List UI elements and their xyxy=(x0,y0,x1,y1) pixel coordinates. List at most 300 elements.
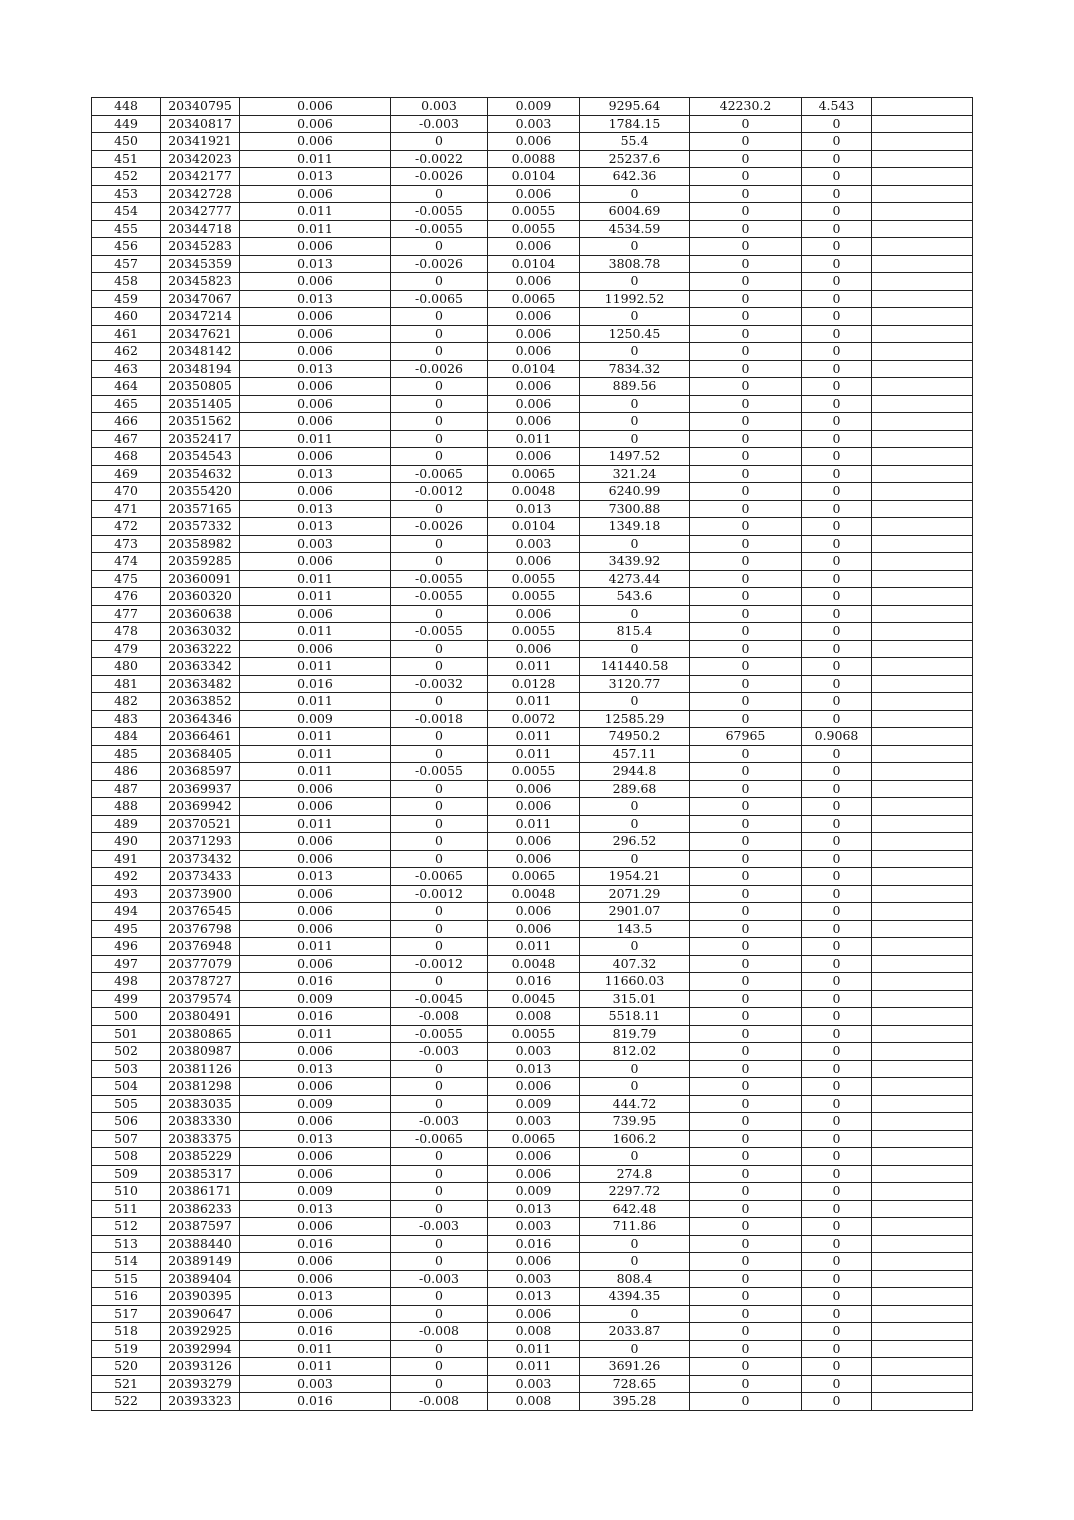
table-cell: 0 xyxy=(391,605,488,623)
table-cell: -0.003 xyxy=(391,115,488,133)
table-cell: -0.0012 xyxy=(391,483,488,501)
table-cell xyxy=(872,168,973,186)
table-cell: 0.0065 xyxy=(488,1130,580,1148)
table-cell: -0.0065 xyxy=(391,465,488,483)
table-cell xyxy=(872,623,973,641)
table-cell: 0 xyxy=(802,185,872,203)
table-cell: 0.009 xyxy=(240,710,391,728)
table-cell: -0.0026 xyxy=(391,360,488,378)
table-cell: 0 xyxy=(391,693,488,711)
table-cell: 0.006 xyxy=(240,553,391,571)
table-row xyxy=(92,1393,973,1411)
table-cell xyxy=(872,1095,973,1113)
table-cell: 20342177 xyxy=(161,168,240,186)
table-cell: 0 xyxy=(690,238,802,256)
table-cell: 0 xyxy=(802,745,872,763)
table-cell: 0.009 xyxy=(488,1183,580,1201)
table-cell: 20348142 xyxy=(161,343,240,361)
table-cell: 0.011 xyxy=(240,693,391,711)
table-cell: 514 xyxy=(92,1253,161,1271)
table-cell: 0.013 xyxy=(240,1200,391,1218)
table-cell: 0 xyxy=(690,745,802,763)
table-cell: 0 xyxy=(690,115,802,133)
table-cell: 483 xyxy=(92,710,161,728)
table-cell: 0.013 xyxy=(240,868,391,886)
table-cell: 0 xyxy=(690,833,802,851)
table-cell xyxy=(872,150,973,168)
table-row xyxy=(92,255,973,273)
table-cell xyxy=(872,98,973,116)
table-cell: 0 xyxy=(391,1078,488,1096)
table-cell: 20393279 xyxy=(161,1375,240,1393)
table-cell: 482 xyxy=(92,693,161,711)
table-cell: 0.011 xyxy=(488,658,580,676)
table-cell: 20359285 xyxy=(161,553,240,571)
table-cell: 0 xyxy=(802,378,872,396)
table-cell: 513 xyxy=(92,1235,161,1253)
table-cell: 0.0055 xyxy=(488,220,580,238)
table-cell: 0 xyxy=(580,850,690,868)
table-cell: 0.006 xyxy=(488,553,580,571)
table-cell: 0 xyxy=(690,1025,802,1043)
table-cell: 480 xyxy=(92,658,161,676)
table-row xyxy=(92,1218,973,1236)
table-cell: 0.011 xyxy=(240,745,391,763)
table-cell: 444.72 xyxy=(580,1095,690,1113)
table-cell: 55.4 xyxy=(580,133,690,151)
table-cell: 0 xyxy=(802,553,872,571)
table-row xyxy=(92,868,973,886)
table-cell: 0 xyxy=(802,1008,872,1026)
table-cell xyxy=(872,185,973,203)
table-cell xyxy=(872,395,973,413)
table-row xyxy=(92,343,973,361)
table-cell: 0 xyxy=(580,430,690,448)
table-cell: -0.003 xyxy=(391,1218,488,1236)
table-cell: 0 xyxy=(802,203,872,221)
table-cell xyxy=(872,1393,973,1411)
table-cell: 0 xyxy=(802,780,872,798)
table-cell: 0.013 xyxy=(488,1200,580,1218)
table-cell: 0.011 xyxy=(240,588,391,606)
table-cell: 20392994 xyxy=(161,1340,240,1358)
table-cell: 465 xyxy=(92,395,161,413)
table-cell: 0.006 xyxy=(240,955,391,973)
table-cell: 0.006 xyxy=(240,1148,391,1166)
table-cell: 0 xyxy=(391,1375,488,1393)
table-cell: 20348194 xyxy=(161,360,240,378)
table-cell: 0 xyxy=(391,343,488,361)
table-cell xyxy=(872,605,973,623)
table-cell: 20378727 xyxy=(161,973,240,991)
table-cell: 0.011 xyxy=(488,1340,580,1358)
table-cell: 0 xyxy=(391,553,488,571)
table-cell: 20363032 xyxy=(161,623,240,641)
table-row xyxy=(92,273,973,291)
table-body xyxy=(92,98,973,1411)
table-cell: 459 xyxy=(92,290,161,308)
table-row xyxy=(92,1165,973,1183)
table-row xyxy=(92,990,973,1008)
table-cell: 0 xyxy=(802,815,872,833)
table-cell: 0 xyxy=(690,710,802,728)
table-cell xyxy=(872,483,973,501)
table-row xyxy=(92,1183,973,1201)
table-row xyxy=(92,308,973,326)
table-cell: 508 xyxy=(92,1148,161,1166)
table-cell: 0 xyxy=(802,413,872,431)
table-cell: 0 xyxy=(802,903,872,921)
table-cell: 20344718 xyxy=(161,220,240,238)
table-cell: 0.009 xyxy=(240,1095,391,1113)
table-row xyxy=(92,1358,973,1376)
table-cell: 9295.64 xyxy=(580,98,690,116)
table-cell: 0 xyxy=(690,1305,802,1323)
table-cell: 0 xyxy=(802,1375,872,1393)
table-cell: -0.0032 xyxy=(391,675,488,693)
table-cell: 0.008 xyxy=(488,1008,580,1026)
table-cell: 0 xyxy=(391,658,488,676)
table-cell: 0.006 xyxy=(488,395,580,413)
table-cell xyxy=(872,1130,973,1148)
table-cell xyxy=(872,588,973,606)
table-row xyxy=(92,780,973,798)
table-cell: 0 xyxy=(802,500,872,518)
table-cell: 0 xyxy=(580,395,690,413)
table-cell: 0.006 xyxy=(240,885,391,903)
table-cell: 0 xyxy=(802,1323,872,1341)
table-cell: 0 xyxy=(391,815,488,833)
table-cell: 0.006 xyxy=(240,238,391,256)
table-cell: 0.006 xyxy=(240,325,391,343)
table-cell: 495 xyxy=(92,920,161,938)
table-cell xyxy=(872,238,973,256)
table-row xyxy=(92,693,973,711)
table-cell xyxy=(872,360,973,378)
table-cell: 0 xyxy=(690,1218,802,1236)
table-cell: 0 xyxy=(802,1358,872,1376)
table-row xyxy=(92,1043,973,1061)
table-cell: 0.016 xyxy=(488,973,580,991)
table-cell: 0 xyxy=(802,1253,872,1271)
table-cell: 0 xyxy=(802,850,872,868)
table-cell: 0.0055 xyxy=(488,1025,580,1043)
table-cell: 20341921 xyxy=(161,133,240,151)
table-cell: 0 xyxy=(690,605,802,623)
table-cell: 0 xyxy=(690,535,802,553)
table-cell: 0 xyxy=(802,483,872,501)
table-row xyxy=(92,1113,973,1131)
table-cell: 0 xyxy=(802,1183,872,1201)
table-cell: 20342023 xyxy=(161,150,240,168)
table-row xyxy=(92,955,973,973)
table-row xyxy=(92,640,973,658)
table-cell: 0 xyxy=(802,588,872,606)
table-cell: -0.0055 xyxy=(391,1025,488,1043)
table-cell: 0 xyxy=(391,1200,488,1218)
table-cell: 1250.45 xyxy=(580,325,690,343)
table-cell: 0 xyxy=(690,1393,802,1411)
table-cell: 0.006 xyxy=(240,483,391,501)
table-cell xyxy=(872,745,973,763)
table-cell xyxy=(872,203,973,221)
table-cell: 20363482 xyxy=(161,675,240,693)
table-cell: 0.011 xyxy=(240,623,391,641)
table-cell: 20376798 xyxy=(161,920,240,938)
table-row xyxy=(92,238,973,256)
table-row xyxy=(92,798,973,816)
table-cell: 0.0065 xyxy=(488,465,580,483)
table-cell: 0.006 xyxy=(488,903,580,921)
table-cell: 451 xyxy=(92,150,161,168)
table-cell: 0 xyxy=(802,798,872,816)
table-cell: 0 xyxy=(690,623,802,641)
table-cell: 0.009 xyxy=(240,1183,391,1201)
table-cell: -0.0012 xyxy=(391,885,488,903)
table-cell: 0 xyxy=(802,238,872,256)
table-cell: 0.013 xyxy=(488,1288,580,1306)
table-cell: 478 xyxy=(92,623,161,641)
table-cell: 0.006 xyxy=(240,605,391,623)
table-cell: 0 xyxy=(580,413,690,431)
table-cell: 20385317 xyxy=(161,1165,240,1183)
table-row xyxy=(92,1340,973,1358)
table-cell: 0.011 xyxy=(240,938,391,956)
table-cell: 0.011 xyxy=(240,728,391,746)
table-cell: 0 xyxy=(391,325,488,343)
table-cell: 0.006 xyxy=(240,1253,391,1271)
table-cell: 494 xyxy=(92,903,161,921)
table-cell: 20380987 xyxy=(161,1043,240,1061)
table-cell: 0 xyxy=(580,273,690,291)
table-cell: 20389149 xyxy=(161,1253,240,1271)
table-cell: 543.6 xyxy=(580,588,690,606)
table-cell: 0 xyxy=(580,798,690,816)
table-cell: 0.009 xyxy=(488,1095,580,1113)
table-cell: 0.008 xyxy=(488,1323,580,1341)
table-row xyxy=(92,185,973,203)
table-cell: 0.006 xyxy=(488,325,580,343)
table-row xyxy=(92,938,973,956)
table-cell: 0.011 xyxy=(488,745,580,763)
table-cell: 0.011 xyxy=(488,728,580,746)
table-row xyxy=(92,920,973,938)
table-cell: 458 xyxy=(92,273,161,291)
table-cell: 0.003 xyxy=(488,115,580,133)
table-cell: 0.006 xyxy=(488,1305,580,1323)
table-cell: 20386171 xyxy=(161,1183,240,1201)
table-cell: 20340795 xyxy=(161,98,240,116)
table-cell: 0 xyxy=(802,1218,872,1236)
table-cell: 20389404 xyxy=(161,1270,240,1288)
table-cell: 0 xyxy=(802,325,872,343)
table-cell: 6240.99 xyxy=(580,483,690,501)
table-cell xyxy=(872,780,973,798)
table-cell xyxy=(872,325,973,343)
table-cell: 0 xyxy=(690,1200,802,1218)
table-cell: 490 xyxy=(92,833,161,851)
table-row xyxy=(92,133,973,151)
table-cell: 0 xyxy=(391,273,488,291)
table-cell: 463 xyxy=(92,360,161,378)
table-cell: 296.52 xyxy=(580,833,690,851)
table-cell: 0 xyxy=(690,483,802,501)
table-cell: 0.006 xyxy=(240,413,391,431)
table-cell: 0.011 xyxy=(240,220,391,238)
table-cell: 0.006 xyxy=(240,798,391,816)
table-cell: 20386233 xyxy=(161,1200,240,1218)
table-cell: 0 xyxy=(690,693,802,711)
table-cell: 0.013 xyxy=(240,500,391,518)
table-cell: 0 xyxy=(580,938,690,956)
table-cell: 519 xyxy=(92,1340,161,1358)
table-cell: 0 xyxy=(802,990,872,1008)
table-cell: 20373900 xyxy=(161,885,240,903)
table-row xyxy=(92,430,973,448)
table-cell: 0 xyxy=(391,1165,488,1183)
table-cell: 491 xyxy=(92,850,161,868)
table-cell: 0 xyxy=(802,448,872,466)
table-cell: 20352417 xyxy=(161,430,240,448)
table-cell: -0.0055 xyxy=(391,220,488,238)
table-cell: 20357332 xyxy=(161,518,240,536)
table-cell: -0.0026 xyxy=(391,168,488,186)
table-cell xyxy=(872,798,973,816)
table-cell xyxy=(872,1078,973,1096)
table-cell: 20368405 xyxy=(161,745,240,763)
table-cell: 0 xyxy=(802,920,872,938)
table-cell: 473 xyxy=(92,535,161,553)
table-cell: 0 xyxy=(690,1043,802,1061)
table-cell: 504 xyxy=(92,1078,161,1096)
table-cell: 0.006 xyxy=(240,920,391,938)
table-cell: 0 xyxy=(802,395,872,413)
table-cell: 0 xyxy=(802,868,872,886)
table-cell: 0 xyxy=(802,1235,872,1253)
table-cell: 477 xyxy=(92,605,161,623)
table-cell: 0 xyxy=(802,710,872,728)
table-cell: 20381298 xyxy=(161,1078,240,1096)
table-cell: 0 xyxy=(802,763,872,781)
table-cell: 20363222 xyxy=(161,640,240,658)
table-cell xyxy=(872,115,973,133)
table-row xyxy=(92,290,973,308)
table-cell: 0.011 xyxy=(240,658,391,676)
table-cell: 0 xyxy=(690,973,802,991)
table-cell: 0.013 xyxy=(240,360,391,378)
table-cell xyxy=(872,1218,973,1236)
table-cell: 20363342 xyxy=(161,658,240,676)
table-cell: 0 xyxy=(802,658,872,676)
table-cell: 493 xyxy=(92,885,161,903)
table-cell: 0 xyxy=(802,1078,872,1096)
table-cell: 0 xyxy=(802,1340,872,1358)
table-cell: 0 xyxy=(802,150,872,168)
table-cell: 0.006 xyxy=(488,780,580,798)
table-cell: 0 xyxy=(802,518,872,536)
table-cell: 4394.35 xyxy=(580,1288,690,1306)
table-cell: 20373432 xyxy=(161,850,240,868)
table-cell: 0 xyxy=(690,868,802,886)
table-cell: 0 xyxy=(580,1235,690,1253)
table-cell: 0.006 xyxy=(240,308,391,326)
table-cell: 20360320 xyxy=(161,588,240,606)
table-cell: 0.003 xyxy=(391,98,488,116)
table-cell: 0 xyxy=(690,955,802,973)
table-cell: 0 xyxy=(802,675,872,693)
table-cell: 20385229 xyxy=(161,1148,240,1166)
table-cell: 522 xyxy=(92,1393,161,1411)
table-cell xyxy=(872,1340,973,1358)
table-cell: 0 xyxy=(802,1095,872,1113)
table-cell xyxy=(872,675,973,693)
table-cell: 467 xyxy=(92,430,161,448)
table-cell xyxy=(872,430,973,448)
table-cell: 20381126 xyxy=(161,1060,240,1078)
table-cell: 0.003 xyxy=(240,1375,391,1393)
table-cell: 2033.87 xyxy=(580,1323,690,1341)
table-cell: 6004.69 xyxy=(580,203,690,221)
table-cell xyxy=(872,518,973,536)
table-row xyxy=(92,1305,973,1323)
table-cell: 0 xyxy=(391,1358,488,1376)
table-row xyxy=(92,570,973,588)
table-cell: 0.006 xyxy=(488,920,580,938)
table-cell: 0 xyxy=(391,850,488,868)
table-cell: 4273.44 xyxy=(580,570,690,588)
table-cell: -0.0045 xyxy=(391,990,488,1008)
table-cell: 0 xyxy=(802,343,872,361)
table-cell: 0.011 xyxy=(240,1025,391,1043)
table-cell: 67965 xyxy=(690,728,802,746)
table-cell: 487 xyxy=(92,780,161,798)
table-cell: 512 xyxy=(92,1218,161,1236)
table-cell xyxy=(872,255,973,273)
table-cell: 3691.26 xyxy=(580,1358,690,1376)
table-cell: 0.009 xyxy=(240,990,391,1008)
table-cell xyxy=(872,1253,973,1271)
table-cell: 0 xyxy=(802,1043,872,1061)
table-cell: -0.0055 xyxy=(391,570,488,588)
table-cell: 496 xyxy=(92,938,161,956)
table-cell: 12585.29 xyxy=(580,710,690,728)
table-row xyxy=(92,658,973,676)
table-row xyxy=(92,325,973,343)
table-cell: 0 xyxy=(391,1235,488,1253)
table-cell: 0 xyxy=(802,1270,872,1288)
table-row xyxy=(92,605,973,623)
table-cell xyxy=(872,1043,973,1061)
table-cell: 505 xyxy=(92,1095,161,1113)
table-cell: 489 xyxy=(92,815,161,833)
table-cell: 0.011 xyxy=(240,815,391,833)
table-cell: 474 xyxy=(92,553,161,571)
table-cell xyxy=(872,1375,973,1393)
table-cell: 0.006 xyxy=(488,238,580,256)
table-cell: 0.013 xyxy=(240,255,391,273)
table-cell: 0 xyxy=(690,343,802,361)
table-cell: 0 xyxy=(690,1148,802,1166)
table-cell: 0 xyxy=(802,833,872,851)
table-cell: 0 xyxy=(690,273,802,291)
table-cell: 20340817 xyxy=(161,115,240,133)
table-cell: 0.006 xyxy=(240,395,391,413)
table-cell: 0.0048 xyxy=(488,955,580,973)
table-cell: 711.86 xyxy=(580,1218,690,1236)
table-cell: 0.006 xyxy=(488,1148,580,1166)
table-cell: 20347067 xyxy=(161,290,240,308)
table-cell: 0.011 xyxy=(488,430,580,448)
